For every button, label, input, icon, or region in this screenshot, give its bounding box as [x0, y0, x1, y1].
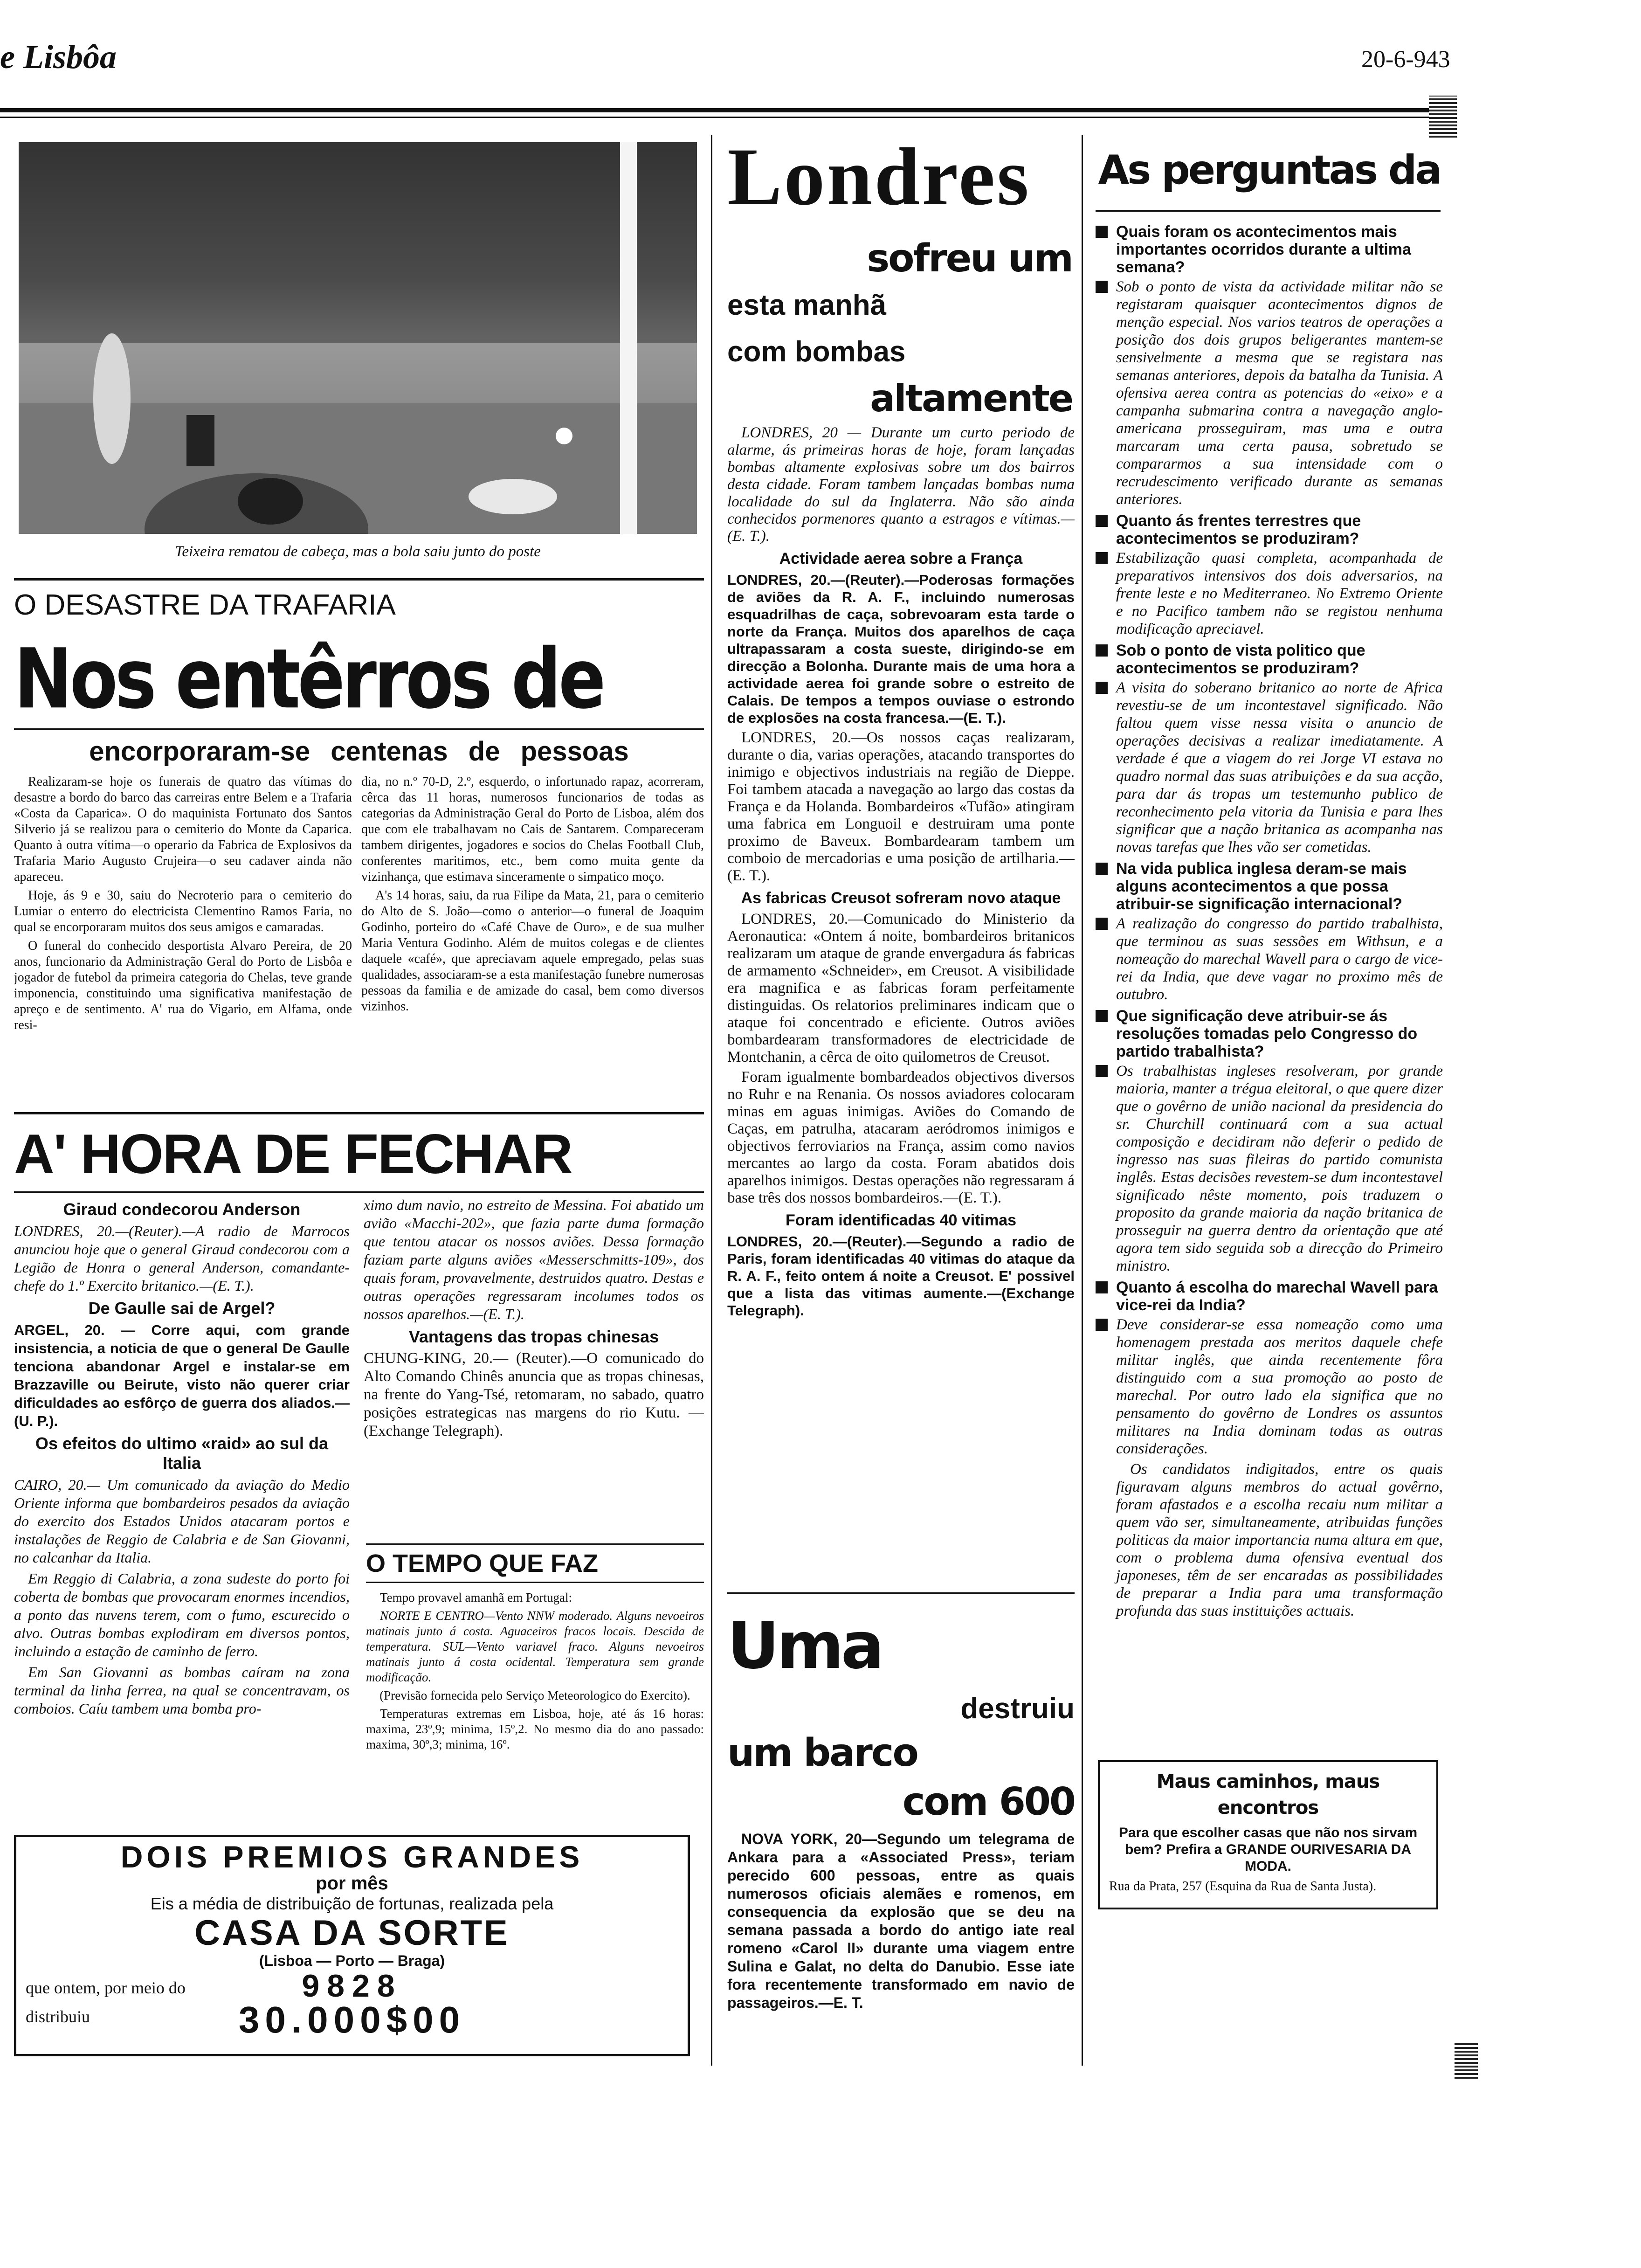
masthead-title: e Lisbôa: [0, 38, 117, 76]
ad-subtitle: por mês: [316, 1873, 388, 1894]
page-edge-marker: [1429, 96, 1457, 138]
question: Que significação deve atribuir-se ás resoluções tomadas pelo Congresso do partido trabalhista?: [1096, 1007, 1443, 1060]
trafaria-top-rule: [14, 578, 704, 581]
londres-body: [727, 424, 1075, 1534]
londres-story: LONDRES, 20.—Comunicado do Ministerio da Aeronautica: «Ontem á noite, bombardeiros britanicos realizaram um ataque de grande envergadura ás fabricas de armamento «Schneider», em Creusot. A visibilidade era magnifica e as fabricas foram perfeitamente distinguidas. Os relatorios preliminares indicam que o ataque foi concentrado e eficiente. Outros aviões bombardearam transformadores de electricidade de Montchanin, a cêrca de oito quilometros de Creusot.: [727, 911, 1075, 1065]
fechar-story: Em Reggio di Calabria, a zona sudeste do porto foi coberta de bombas que provocaram enormes incendios, a ponto das nuvens terem, com o fumo, escurecido o alvo. Outras bombas explodiram em diversos pontos, incluindo a estação de caminho de ferro.: [14, 1570, 350, 1660]
explosao-headline-2: um barco: [727, 1731, 917, 1775]
column-rule-1: [711, 135, 712, 2066]
londres-story: LONDRES, 20 — Durante um curto periodo de alarme, ás primeiras horas de hoje, foram lançadas bombas altamente explosivas sobre um dos bairros desta cidade. Foram tambem lançadas bombas numa localidade do sul da Inglaterra. Não são ainda conhecidos pormenores quanto a estragos e vítimas.—(E. T.).: [727, 424, 1075, 545]
photo-caption: Teixeira rematou de cabeça, mas a bola saiu junto do poste: [175, 543, 541, 560]
ourivesaria-ad: [1098, 1760, 1438, 1909]
question: Sob o ponto de vista politico que acontecimentos se produziram?: [1096, 642, 1443, 677]
londres-headline-2: esta manhã: [727, 289, 887, 321]
answer-continued: Os candidatos indigitados, entre os quais figuravam alguns membros do actual govêrno, foram afastados e a escolha recaiu num militar a quem vão ser, simultaneamente, atribuidas funções politicas da maior importancia numa altura em que, com o problema duma ofensiva eventual dos japoneses, têm de ser encaradas as possibilidades de preparar a India para uma transformação profunda das suas instituições actuais.: [1116, 1461, 1443, 1619]
page-edge-marker-bottom: [1455, 2041, 1478, 2079]
londres-story: Foram igualmente bombardeados objectivos diversos no Ruhr e na Renania. Os nossos aviadores colocaram minas em aguas inimigas. Aviões do Comando de Caças, em patrulha, atacaram aeródromos inimigos e objectivos ferroviarios na França, assim como navios mercantes ao largo da costa. Foram abatidos dois aparelhos inimigos. Destas operações não regressaram á base três dos nossos bombardeiros.—(E. T.).: [727, 1069, 1075, 1206]
answer: Os trabalhistas ingleses resolveram, por grande maioria, manter a trégua eleitoral, o que quere dizer que o govêrno de união nacional da presidencia do sr. Churchill continuará com a sua actual composição e decidiram não deferir o pedido de ingresso nas suas fileiras do partido comunista inglês. Estas decisões revestem-se dum incontestavel significado nêste momento, pois traduzem o proposito da grande maioria da nação britanica de prosseguir na guerra dentro da orientação que até agora tem sido seguida sob a direcção do Primeiro ministro.: [1096, 1062, 1443, 1275]
explosao-headline-3: com 600: [902, 1780, 1075, 1824]
ad-line: distribuiu: [26, 2007, 90, 2026]
ad-ticket-number: 9828: [302, 1968, 402, 2004]
answer: Estabilização quasi completa, acompanhada de preparativos intensivos dos dois adversarios, na frente leste e no Mediterraneo. No Extremo Oriente e no Pacifico tambem não se registou nenhuma modificação apreciavel.: [1096, 549, 1443, 638]
column-rule-2: [1082, 135, 1083, 2066]
ad-number-row: [26, 1970, 678, 2002]
londres-story: LONDRES, 20.—(Reuter).—Poderosas formações de aviões da R. A. F., incluindo numerosas esquadrilhas de caça, sobrevoaram esta tarde o norte da França. Muitos dos aparelhos de caça ultrapassaram a costa sueste, dirigindo-se em direcção a Bolonha. Durante mais de uma hora a actividade aerea foi grande sobre o estreito de Calais. De tempos a tempos ouviase o estrondo de explosões na costa francesa.—(E. T.).: [727, 572, 1075, 726]
fechar-story: ARGEL, 20. — Corre aqui, com grande insistencia, a noticia de que o general De Gaulle tenciona abandonar Argel e instalar-se em Brazzaville ou Beirute, visto não querer criar dificuldades ao esfôrço de guerra dos aliados.—(U. P.).: [14, 1322, 350, 1429]
londres-story: LONDRES, 20.—(Reuter).—Segundo a radio de Paris, foram identificadas 40 vitimas do ataque da R. A. F., feito ontem á noite a Creusot. E' possivel que a lista das vitimas aumente.—(Exchange Telegraph).: [727, 1233, 1075, 1319]
trafaria-para: A's 14 horas, saiu, da rua Filipe da Mata, 21, para o cemiterio do Alto de S. João—como o anterior—o funeral de Joaquim Godinho, porteiro do «Café Chave de Ouro», e de sua mulher Maria Ventura Godinho. Além de muitos colegas e de clientes daquele «café», que apreciavam aquele empregado, pelas suas qualidades, associaram-se a esta manifestação funebre numerosas pessoas da familia e de amizade do casal, bem como diversos vizinhos.: [361, 888, 704, 1014]
question: Quais foram os acontecimentos mais importantes ocorridos durante a ultima semana?: [1096, 223, 1443, 276]
tempo-box: [366, 1590, 704, 1832]
explosao-story: NOVA YORK, 20—Segundo um telegrama de Ankara para a «Associated Press», teriam perecido 600 pessoas, entre as quais numerosos oficiais alemães e romenos, em consequencia da explosão que se deu na semana passada a bordo do antigo iate real romeno «Carol II» durante uma viagem entre Sulina e Galat, no delta do Danubio. Esse iate fora recentemente transformado em navio de passageiros.—E. T.: [727, 1831, 1075, 2011]
tempo-title-rule: [366, 1582, 704, 1583]
ad-cities: (Lisboa — Porto — Braga): [259, 1952, 445, 1969]
explosao-title: Uma: [727, 1608, 882, 1683]
fechar-story: CHUNG-KING, 20.— (Reuter).—O comunicado do Alto Comando Chinês anuncia que as tropas chinesas, na frente do Yang-Tsé, retomaram, no sabado, quatro posições estrategicas nas margens do rio Kutu. — (Exchange Telegraph).: [364, 1350, 704, 1439]
ad-line: Eis a média de distribuição de fortunas, realizada pela: [150, 1894, 554, 1913]
answer: Sob o ponto de vista da actividade militar não se registaram quaisquer acontecimentos dignos de menção especial. Nos varios teatros de operações a posição dos dois grupos beligerantes mantem-se sensivelmente a mesma que se registara nas semanas anteriores, depois da batalha da Tunisia. A ofensiva aerea contra as potencias do «eixo» e a campanha submarina contra a navegação anglo-americana prosseguiram, mas uma e outra marcaram uma certa pausa, sobretudo se compararmos a sua intensidade com o recrudescimento verificado durante as semanas anteriores.: [1096, 278, 1443, 508]
casa-da-sorte-ad: [14, 1835, 690, 2056]
header-rule-thin: [0, 117, 1443, 118]
londres-title: Londres: [727, 133, 1031, 221]
ad-line: que ontem, por meio do: [26, 1978, 186, 1997]
fechar-subhead: Os efeitos do ultimo «raid» ao sul da Italia: [35, 1434, 329, 1473]
answer: A realização do congresso do partido trabalhista, que terminou as suas sessões em Withsun, e a nomeação do marechal Wavell para o cargo de vice-rei da India, que deve vagar no proximo mês de outubro.: [1096, 915, 1443, 1003]
ad2-title: Maus caminhos, maus encontros: [1156, 1771, 1380, 1819]
ad2-address: Rua da Prata, 257 (Esquina da Rua de Santa Justa).: [1109, 1879, 1377, 1894]
fechar-bottom-rule: [14, 1191, 704, 1193]
fechar-headline: A' HORA DE FECHAR: [14, 1123, 572, 1185]
fechar-subhead: De Gaulle sai de Argel?: [88, 1299, 276, 1318]
ad-amount-row: [26, 1999, 678, 2040]
fechar-story: CAIRO, 20.— Um comunicado da aviação do Medio Oriente informa que bombardeiros pesados da aviação do exercito dos Estados Unidos atacaram portos e instalações de Reggio de Calabria e de San Giovanni, no calcanhar da Italia.: [14, 1476, 350, 1566]
tempo-title: O TEMPO QUE FAZ: [366, 1549, 599, 1577]
question: Quanto á escolha do marechal Wavell para vice-rei da India?: [1096, 1279, 1443, 1314]
fechar-story: LONDRES, 20.—(Reuter).—A radio de Marrocos anunciou hoje que o general Giraud condecorou com a Legião de Honra o general Anderson, comandante-chefe do 1.º Exercito britanico.—(E. T.).: [14, 1223, 350, 1294]
fechar-story: Em San Giovanni as bombas caíram na zona terminal da linha ferrea, na qual se concentravam, os comboios. Caíu tambem uma bomba pro-: [14, 1664, 350, 1717]
trafaria-para: Realizaram-se hoje os funerais de quatro das vítimas do desastre a bordo do barco das carreiras entre Belem e a Trafaria «Costa da Caparica». O do maquinista Fortunato dos Santos Silverio já se realizou para o cemiterio do Monte da Caparica. Quanto à outra vítima—o operario da Fabrica de Explosivos da Trafaria Mario Augusto Crujeira—o seu cadaver ainda não apareceu.: [14, 774, 352, 884]
photo-scene: [19, 142, 697, 534]
tempo-intro: Tempo provavel amanhã em Portugal:: [380, 1590, 572, 1604]
londres-subhead: Foram identificadas 40 vitimas: [785, 1211, 1017, 1229]
trafaria-kicker: O DESASTRE DA TRAFARIA: [14, 589, 396, 621]
trafaria-headline: Nos entêrros de: [14, 631, 603, 727]
fechar-column-1: [14, 1196, 350, 1835]
fechar-top-rule: [14, 1112, 704, 1114]
explosao-top-rule: [727, 1592, 1075, 1594]
trafaria-column-2: [361, 774, 704, 1105]
perguntas-title-rule: [1096, 210, 1441, 212]
ad-title: DOIS PREMIOS GRANDES: [120, 1839, 584, 1874]
tempo-source: (Previsão fornecida pelo Serviço Meteorologico do Exercito).: [379, 1688, 690, 1702]
perguntas-title: As perguntas da: [1098, 147, 1441, 194]
trafaria-para: Hoje, ás 9 e 30, saiu do Necroterio para o cemiterio do Lumiar o enterro do electricista Clementino Ramos Faria, no qual se encorporaram muitos dos seus amigos e camaradas.: [14, 888, 352, 934]
londres-headline-3: com bombas: [727, 336, 906, 368]
londres-story: LONDRES, 20.—Os nossos caças realizaram, durante o dia, varias operações, atacando transportes do inimigo e objectivos industriais na região de Dieppe. Foi tambem atacada a navegação ao largo das costas da França e da Holanda. Bombardeiros «Tufão» atingiram uma fabrica em Longuoil e destruiram uma ponte proximo de Baveux. Bombardearam tambem um comboio de mercadorias e uma posição de artilharia.—(E. T.).: [727, 729, 1075, 884]
trafaria-para: dia, no n.º 70-D, 2.º, esquerdo, o infortunado rapaz, acorreram, cêrca das 11 horas, numerosos funcionarios de todas as categorias da Administração Geral do Porto de Lisboa, além dos que com ele trabalhavam no Cais de Santarem. Compareceram tambem dirigentes, jogadores e socios do Chelas Football Club, conferentes maritimos, etc., bem como muita gente da vizinhança, que estimava sinceramente o simpatico moço.: [361, 774, 704, 884]
trafaria-para: O funeral do conhecido desportista Alvaro Pereira, de 20 anos, funcionario da Administração Geral do Porto de Lisbôa e jogador de futebol da primeira categoria do Chelas, teve grande imponencia, constituindo uma significativa manifestação de apreço e de sentimento. A' rua do Vigario, em Alfama, onde resi-: [14, 939, 352, 1032]
fechar-story: ximo dum navio, no estreito de Messina. Foi abatido um avião «Macchi-202», que fazia parte duma formação que tentou atacar os nossos aviões. Dessa formação faziam parte alguns aviões «Messerschmitts-109», dos quais foram, provavelmente, destruidos quatro. Destas e outras operações regressaram incolumes todos os nossos aparelhos.—(E. T.).: [364, 1196, 704, 1322]
answer: A visita do soberano britanico ao norte de Africa revestiu-se de um incontestavel significado. Não faltou quem visse nessa visita o anuncio de operações decisivas a realizar imediatamente. A verdade é que a viagem do rei Jorge VI estava no quadro normal das suas atribuições e da sua acção, para dar ás tropas um testemunho publico de reconhecimento pela vitoria da Tunisia e para lhes significar que a nação britanica as acompanha nas novas tarefas que lhes vão ser cometidas.: [1096, 679, 1443, 856]
ad2-text: Para que escolher casas que não nos sirvam bem? Prefira a GRANDE OURIVESARIA DA MODA.: [1118, 1825, 1418, 1874]
explosao-headline-1: destruiu: [960, 1693, 1075, 1725]
question: Na vida publica inglesa deram-se mais alguns acontecimentos a que possa atribuir-se significação internacional?: [1096, 860, 1443, 913]
explosao-body: [727, 1830, 1075, 2059]
londres-subhead: As fabricas Creusot sofreram novo ataque: [741, 889, 1061, 907]
fechar-subhead: Vantagens das tropas chinesas: [408, 1327, 659, 1346]
question: Quanto ás frentes terrestres que acontecimentos se produziram?: [1096, 512, 1443, 547]
ad-prize-amount: 30.000$00: [238, 1999, 466, 2040]
trafaria-headline-rule: [14, 728, 704, 730]
fechar-subhead: Giraud condecorou Anderson: [63, 1200, 301, 1219]
football-photo: [19, 142, 697, 534]
trafaria-column-1: [14, 774, 352, 1105]
tempo-temperatures: Temperaturas extremas em Lisboa, hoje, até ás 16 horas: maxima, 23º,9; minima, 15º,2. No mesmo dia do ano passado: maxima, 30º,3; minima, 16º.: [366, 1707, 704, 1751]
trafaria-deck: encorporaram-se centenas de pessoas: [89, 736, 629, 767]
masthead-date: 20-6-943: [1361, 46, 1450, 73]
header-rule: [0, 108, 1443, 112]
londres-headline-1: sofreu um: [867, 236, 1072, 281]
londres-headline-4: altamente: [870, 377, 1072, 420]
ad-brand: CASA DA SORTE: [194, 1913, 510, 1953]
londres-subhead: Actividade aerea sobre a França: [779, 550, 1023, 567]
tempo-top-rule: [366, 1543, 704, 1545]
tempo-forecast: NORTE E CENTRO—Vento NNW moderado. Alguns nevoeiros matinais junto á costa. Aguaceiros fracos locais. Descida de temperatura. SUL—Vento variavel fraco. Alguns nevoeiros matinais junto á costa ocidental. Temperatura sem grande modificação.: [366, 1609, 704, 1684]
fechar-column-2: [364, 1196, 704, 1560]
answer: Deve considerar-se essa nomeação como uma homenagem prestada aos meritos daquele chefe militar inglês, que ainda recentemente fôra distinguido com a sua promoção ao posto de marechal. Por outro lado ela significa que no pensamento do govêrno de Londres os assuntos militares na India dominam todas as outras considerações.: [1096, 1316, 1443, 1458]
perguntas-body: [1096, 219, 1443, 1758]
